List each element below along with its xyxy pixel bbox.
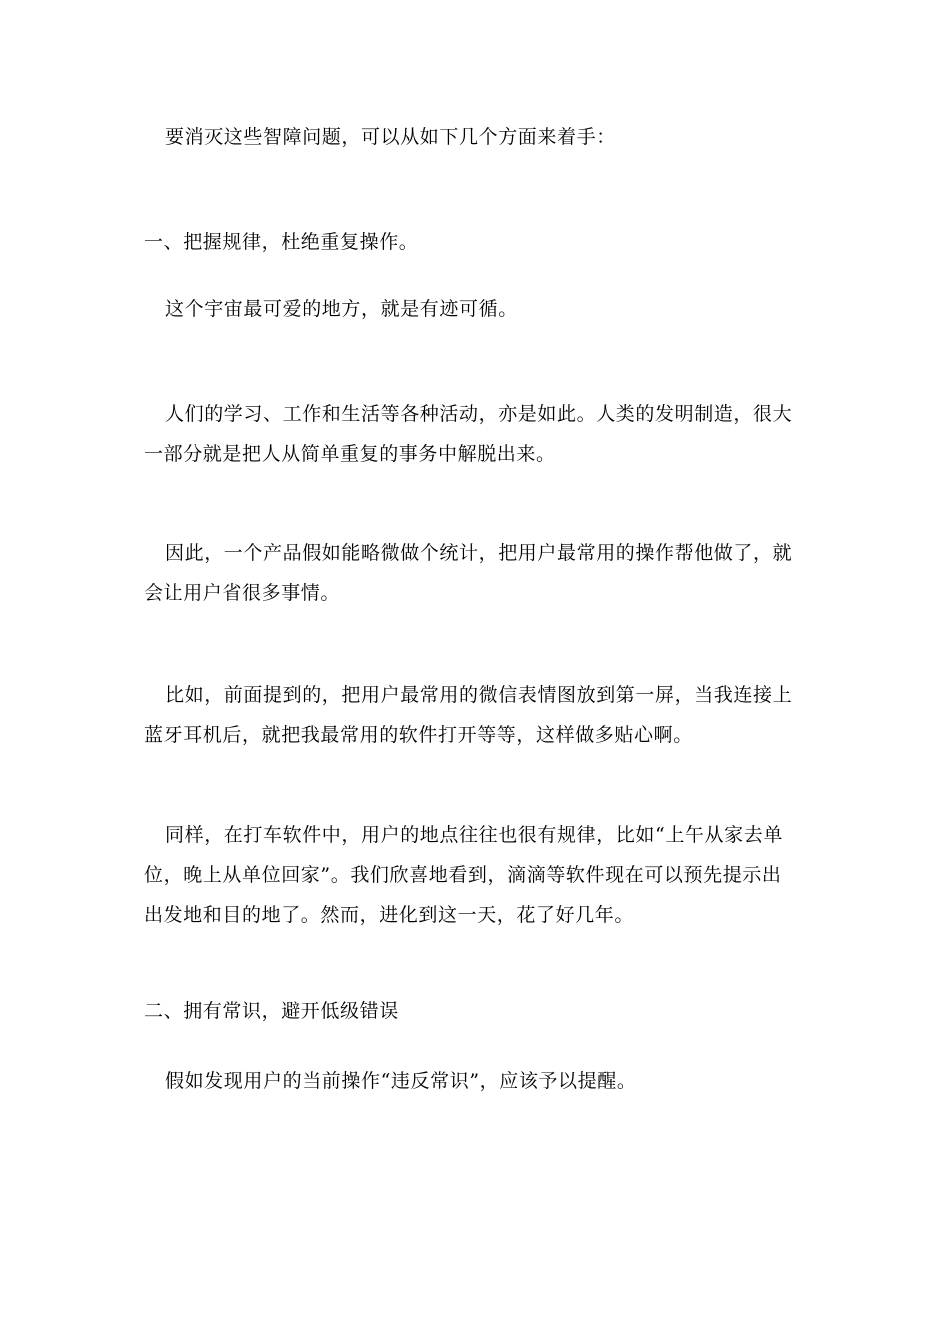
body-paragraph: 人们的学习、工作和生活等各种活动，亦是如此。人类的发明制造，很大一部分就是把人从简单重复的事务中解脱出来。 — [144, 403, 793, 465]
body-paragraph: 因此，一个产品假如能略微做个统计，把用户最常用的操作帮他做了，就会让用户省很多事情。 — [144, 542, 793, 604]
intro-paragraph: 要消灭这些智障问题，可以从如下几个方面来着手： — [165, 126, 616, 148]
body-paragraph: 同样，在打车软件中，用户的地点往往也很有规律，比如“上午从家去单位，晚上从单位回家”。我们欣喜地看到，滴滴等软件现在可以预先提示出出发地和目的地了。然而，进化到这一天，花了好几年。 — [144, 824, 783, 926]
body-paragraph: 这个宇宙最可爱的地方，就是有迹可循。 — [165, 298, 518, 320]
body-paragraph: 假如发现用户的当前操作“违反常识”，应该予以提醒。 — [165, 1070, 637, 1092]
section-heading-2: 二、拥有常识，避开低级错误 — [144, 1000, 399, 1022]
section-heading-1: 一、把握规律，杜绝重复操作。 — [144, 231, 419, 253]
body-paragraph: 比如，前面提到的，把用户最常用的微信表情图放到第一屏，当我连接上蓝牙耳机后，就把我最常用的软件打开等等，这样做多贴心啊。 — [144, 684, 793, 746]
